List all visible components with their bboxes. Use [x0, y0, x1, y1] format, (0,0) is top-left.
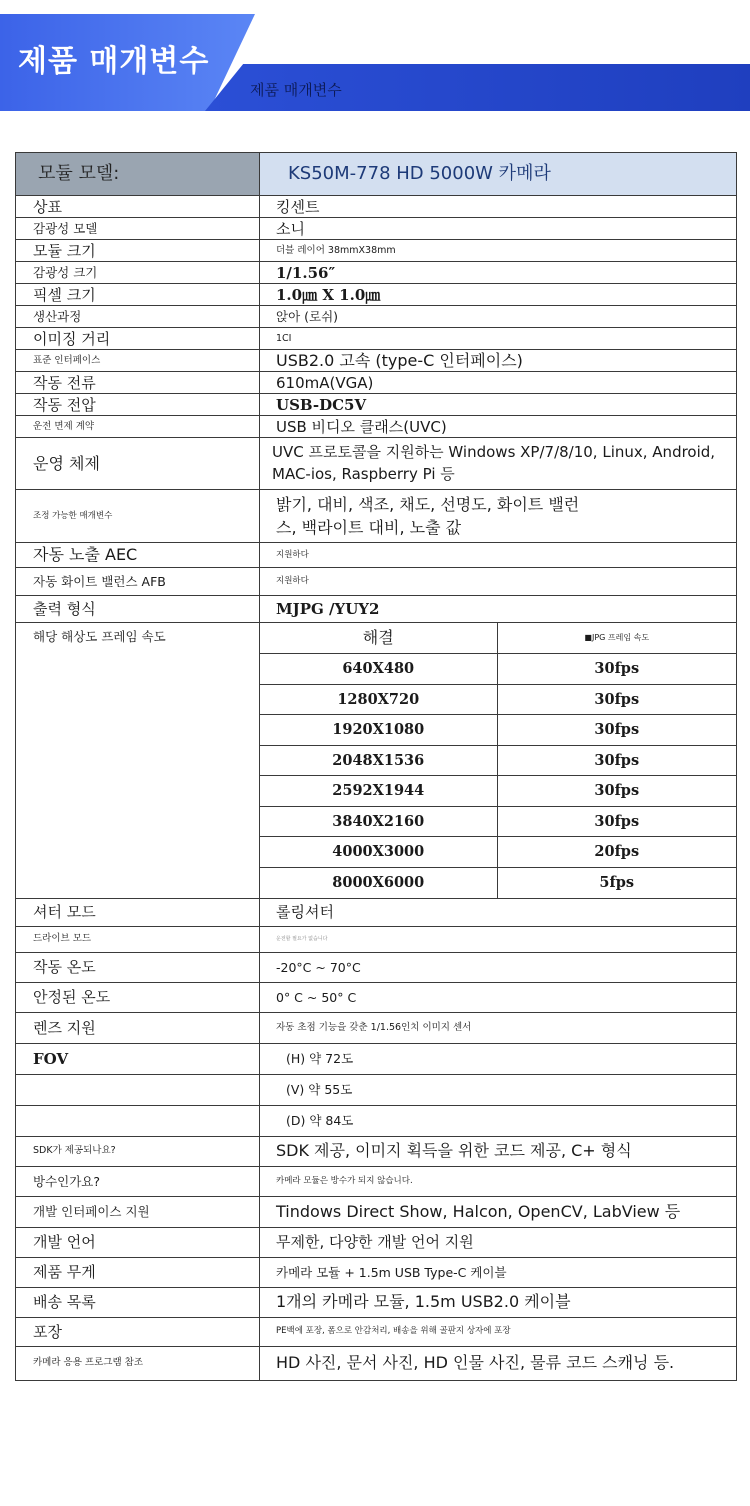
fps-value: 30fps [497, 654, 736, 685]
fps-value: 30fps [497, 715, 736, 746]
spec-label: 자동 노출 AEC [16, 543, 260, 568]
resolution-cell [260, 623, 737, 899]
spec-label: 생산과정 [16, 306, 260, 328]
spec-label: SDK가 제공되나요? [16, 1136, 260, 1166]
resolution-value: 1280X720 [260, 684, 497, 715]
spec-value: USB2.0 고속 (type-C 인터페이스) [260, 350, 737, 372]
spec-label: 작동 전류 [16, 372, 260, 394]
spec-value: 무제한, 다양한 개발 언어 지원 [260, 1227, 737, 1257]
spec-row [16, 394, 737, 416]
spec-row [16, 898, 737, 926]
header-banner [0, 0, 750, 120]
spec-label: 개발 인터페이스 지원 [16, 1196, 260, 1227]
spec-label: 픽셀 크기 [16, 284, 260, 306]
model-value: KS50M-778 HD 5000W 카메라 [260, 153, 737, 196]
spec-value: 카메라 모듈은 방수가 되지 않습니다. [260, 1166, 737, 1196]
spec-value: 1개의 카메라 모듈, 1.5m USB2.0 케이블 [260, 1287, 737, 1317]
spec-value: -20°C ~ 70°C [260, 952, 737, 982]
spec-row [16, 1074, 737, 1105]
spec-value: HD 사진, 문서 사진, HD 인물 사진, 물류 코드 스캐닝 등. [260, 1346, 737, 1380]
spec-row [16, 284, 737, 306]
spec-value: 운전할 필요가 없습니다 [260, 926, 737, 952]
spec-value: 0° C ~ 50° C [260, 982, 737, 1012]
spec-row [16, 372, 737, 394]
spec-label: 렌즈 지원 [16, 1012, 260, 1043]
spec-row [16, 306, 737, 328]
resolution-value: 4000X3000 [260, 837, 497, 868]
spec-label: 운전 면제 계약 [16, 416, 260, 438]
spec-label: 운영 체제 [16, 438, 260, 490]
spec-label: 셔터 모드 [16, 898, 260, 926]
spec-label: 개발 언어 [16, 1227, 260, 1257]
spec-row [16, 1346, 737, 1380]
page-title: 제품 매개변수 [18, 44, 210, 79]
spec-row [16, 1196, 737, 1227]
resolution-value: 3840X2160 [260, 806, 497, 837]
spec-label: 모듈 크기 [16, 240, 260, 262]
spec-value: 1/1.56″ [260, 262, 737, 284]
spec-row [16, 982, 737, 1012]
resolution-row [260, 684, 736, 715]
spec-label [16, 1105, 260, 1136]
spec-value: USB 비디오 클래스(UVC) [260, 416, 737, 438]
spec-value: SDK 제공, 이미지 획득을 위한 코드 제공, C+ 형식 [260, 1136, 737, 1166]
spec-row [16, 1257, 737, 1287]
spec-row [16, 490, 737, 543]
spec-value: PE백에 포장, 폼으로 안감처리, 배송을 위해 골판지 상자에 포장 [260, 1317, 737, 1346]
spec-label: 이미징 거리 [16, 328, 260, 350]
resolution-value: 2592X1944 [260, 776, 497, 807]
spec-value: 자동 초점 기능을 갖춘 1/1.56인치 이미지 센서 [260, 1012, 737, 1043]
fps-value: 30fps [497, 684, 736, 715]
spec-label: 카메라 응용 프로그램 참조 [16, 1346, 260, 1380]
resolution-row [260, 837, 736, 868]
spec-row [16, 1166, 737, 1196]
spec-label: 안정된 온도 [16, 982, 260, 1012]
spec-label: 작동 온도 [16, 952, 260, 982]
resolution-row [260, 715, 736, 746]
spec-label: FOV [16, 1043, 260, 1074]
spec-value: 610mA(VGA) [260, 372, 737, 394]
spec-value: (H) 약 72도 [260, 1043, 737, 1074]
spec-value: 앉아 (로쉬) [260, 306, 737, 328]
page-subtitle: 제품 매개변수 [250, 81, 342, 99]
spec-row [16, 218, 737, 240]
spec-value: 1.0㎛ X 1.0㎛ [260, 284, 737, 306]
spec-label: 출력 형식 [16, 596, 260, 623]
spec-label: 작동 전압 [16, 394, 260, 416]
spec-label: 방수인가요? [16, 1166, 260, 1196]
spec-row [16, 926, 737, 952]
resolution-row [260, 806, 736, 837]
fps-value: 30fps [497, 806, 736, 837]
spec-value: 롤링셔터 [260, 898, 737, 926]
spec-value: (D) 약 84도 [260, 1105, 737, 1136]
spec-row [16, 328, 737, 350]
spec-value: 지원하다 [260, 568, 737, 596]
spec-row [16, 1136, 737, 1166]
spec-row [16, 438, 737, 490]
spec-row-resolution [16, 623, 737, 899]
spec-value: 소니 [260, 218, 737, 240]
fps-value: 30fps [497, 776, 736, 807]
resolution-value: 2048X1536 [260, 745, 497, 776]
spec-value: UVC 프로토콜을 지원하는 Windows XP/7/8/10, Linux, Android, MAC-ios, Raspberry Pi 등 [260, 438, 737, 490]
resolution-label: 해당 해상도 프레임 속도 [16, 623, 260, 899]
spec-row [16, 1012, 737, 1043]
model-label: 모듈 모델: [16, 153, 260, 196]
spec-label: 표준 인터페이스 [16, 350, 260, 372]
spec-row [16, 262, 737, 284]
spec-value: USB-DC5V [260, 394, 737, 416]
spec-row [16, 543, 737, 568]
spec-label: 감광성 크기 [16, 262, 260, 284]
spec-label: 드라이브 모드 [16, 926, 260, 952]
resolution-col1-header: 해결 [260, 623, 497, 654]
spec-row [16, 568, 737, 596]
spec-label: 배송 목록 [16, 1287, 260, 1317]
spec-value: MJPG /YUY2 [260, 596, 737, 623]
spec-value: 지원하다 [260, 543, 737, 568]
spec-table [15, 152, 737, 1381]
spec-row [16, 350, 737, 372]
spec-row [16, 196, 737, 218]
spec-value: 1CI [260, 328, 737, 350]
spec-value: Tindows Direct Show, Halcon, OpenCV, LabView 등 [260, 1196, 737, 1227]
fps-value: 20fps [497, 837, 736, 868]
spec-label: 감광성 모델 [16, 218, 260, 240]
resolution-row [260, 867, 736, 898]
resolution-col2-header: ■JPG 프레임 속도 [497, 623, 736, 654]
resolution-value: 8000X6000 [260, 867, 497, 898]
spec-row [16, 1317, 737, 1346]
spec-label: 자동 화이트 밸런스 AFB [16, 568, 260, 596]
spec-row-model [16, 153, 737, 196]
spec-row [16, 596, 737, 623]
resolution-row [260, 745, 736, 776]
spec-value: 킹센트 [260, 196, 737, 218]
spec-label: 상표 [16, 196, 260, 218]
spec-row [16, 1105, 737, 1136]
spec-value: 더블 레이어 38mmX38mm [260, 240, 737, 262]
spec-row [16, 952, 737, 982]
spec-label [16, 1074, 260, 1105]
spec-value: (V) 약 55도 [260, 1074, 737, 1105]
resolution-table [260, 623, 736, 898]
spec-label: 포장 [16, 1317, 260, 1346]
resolution-row [260, 654, 736, 685]
resolution-value: 640X480 [260, 654, 497, 685]
spec-row [16, 240, 737, 262]
spec-row [16, 1287, 737, 1317]
spec-row [16, 1227, 737, 1257]
spec-label: 제품 무게 [16, 1257, 260, 1287]
spec-label: 조정 가능한 매개변수 [16, 490, 260, 543]
spec-value: 카메라 모듈 + 1.5m USB Type-C 케이블 [260, 1257, 737, 1287]
spec-row [16, 416, 737, 438]
resolution-row [260, 776, 736, 807]
fps-value: 5fps [599, 873, 635, 891]
resolution-value: 1920X1080 [260, 715, 497, 746]
spec-row [16, 1043, 737, 1074]
spec-value: 밝기, 대비, 색조, 채도, 선명도, 화이트 밸런스, 백라이트 대비, 노출 값 [260, 490, 737, 543]
fps-value: 30fps [497, 745, 736, 776]
resolution-header-row [260, 623, 736, 654]
